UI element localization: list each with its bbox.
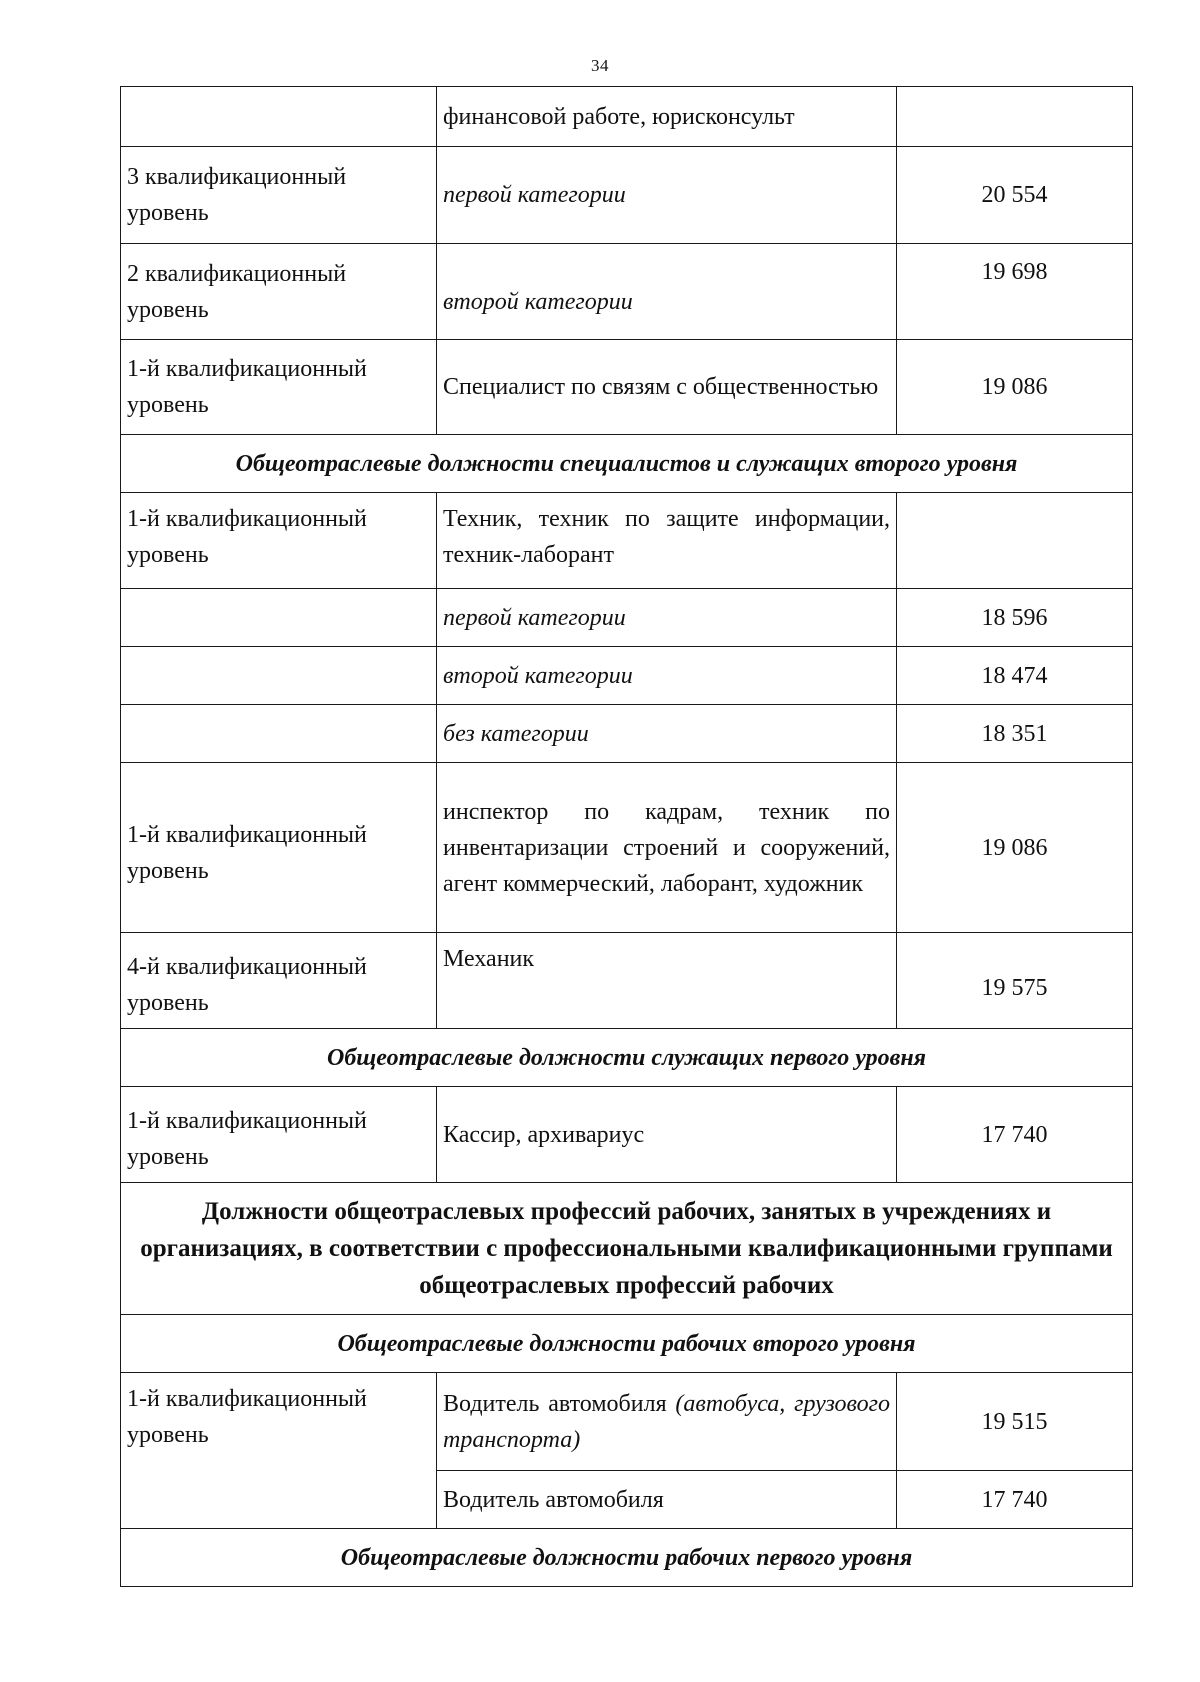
table-row xyxy=(121,244,1133,340)
position-name-cell xyxy=(437,1373,897,1471)
table-row xyxy=(121,705,1133,763)
section-title: Общеотраслевые должности служащих первого уровня xyxy=(121,1029,1133,1087)
qualification-level-cell xyxy=(121,647,437,705)
qualification-level-cell: 1-й квалификационный уровень xyxy=(121,340,437,435)
table-row xyxy=(121,933,1133,1029)
table-row xyxy=(121,763,1133,933)
salary-cell: 18 351 xyxy=(897,705,1133,763)
salary-cell: 19 086 xyxy=(897,763,1133,933)
position-name-cell: без категории xyxy=(437,705,897,763)
qualification-level-cell: 1-й квалификационный уровень xyxy=(121,1373,437,1529)
salary-cell: 19 575 xyxy=(897,933,1133,1029)
qualification-level-cell: 1-й квалификационный уровень xyxy=(121,1087,437,1183)
salary-cell xyxy=(897,87,1133,147)
table-row xyxy=(121,87,1133,147)
position-name-cell: второй категории xyxy=(437,244,897,340)
salary-cell: 18 474 xyxy=(897,647,1133,705)
position-name-cell: Кассир, архивариус xyxy=(437,1087,897,1183)
salary-cell: 18 596 xyxy=(897,589,1133,647)
position-name-cell: Техник, техник по защите информации, техник-лаборант xyxy=(437,493,897,589)
section-header-row xyxy=(121,435,1133,493)
staff-salary-table xyxy=(120,86,1133,1587)
position-name-cell: второй категории xyxy=(437,647,897,705)
group-header-row xyxy=(121,1183,1133,1315)
qualification-level-cell: 3 квалификационный уровень xyxy=(121,147,437,244)
qualification-level-cell: 1-й квалификационный уровень xyxy=(121,763,437,933)
salary-cell: 19 515 xyxy=(897,1373,1133,1471)
section-title: Общеотраслевые должности рабочих второго уровня xyxy=(121,1315,1133,1373)
group-title: Должности общеотраслевых профессий рабочих, занятых в учреждениях и организациях, в соответствии с профессиональными квалификационными группами общеотраслевых профессий рабочих xyxy=(121,1183,1133,1315)
position-name-cell: Водитель автомобиля xyxy=(437,1471,897,1529)
position-name-italic: (автобуса, грузового транспорта) xyxy=(443,1390,890,1453)
position-name-cell: Механик xyxy=(437,933,897,1029)
salary-cell xyxy=(897,493,1133,589)
qualification-level-cell xyxy=(121,87,437,147)
section-title: Общеотраслевые должности специалистов и служащих второго уровня xyxy=(121,435,1133,493)
qualification-level-cell: 2 квалификационный уровень xyxy=(121,244,437,340)
section-header-row xyxy=(121,1029,1133,1087)
position-name-cell: первой категории xyxy=(437,589,897,647)
section-header-row xyxy=(121,1315,1133,1373)
table-row xyxy=(121,589,1133,647)
salary-cell: 19 086 xyxy=(897,340,1133,435)
qualification-level-cell xyxy=(121,705,437,763)
salary-cell: 17 740 xyxy=(897,1471,1133,1529)
table-row xyxy=(121,493,1133,589)
position-name-cell: финансовой работе, юрисконсульт xyxy=(437,87,897,147)
salary-cell: 20 554 xyxy=(897,147,1133,244)
position-name-plain: Водитель автомобиля xyxy=(443,1390,667,1417)
table-row xyxy=(121,1087,1133,1183)
qualification-level-cell xyxy=(121,589,437,647)
position-name-cell: инспектор по кадрам, техник по инвентаризации строений и сооружений, агент коммерческий, лаборант, художник xyxy=(437,763,897,933)
position-name-cell: Специалист по связям с общественностью xyxy=(437,340,897,435)
salary-cell: 19 698 xyxy=(897,244,1133,340)
qualification-level-cell: 4-й квалификационный уровень xyxy=(121,933,437,1029)
table-row xyxy=(121,147,1133,244)
section-header-row xyxy=(121,1529,1133,1587)
table-row xyxy=(121,647,1133,705)
salary-cell: 17 740 xyxy=(897,1087,1133,1183)
table-row xyxy=(121,340,1133,435)
position-name-cell: первой категории xyxy=(437,147,897,244)
section-title: Общеотраслевые должности рабочих первого уровня xyxy=(121,1529,1133,1587)
qualification-level-cell: 1-й квалификационный уровень xyxy=(121,493,437,589)
page-number: 34 xyxy=(591,56,609,75)
table-row xyxy=(121,1373,1133,1471)
